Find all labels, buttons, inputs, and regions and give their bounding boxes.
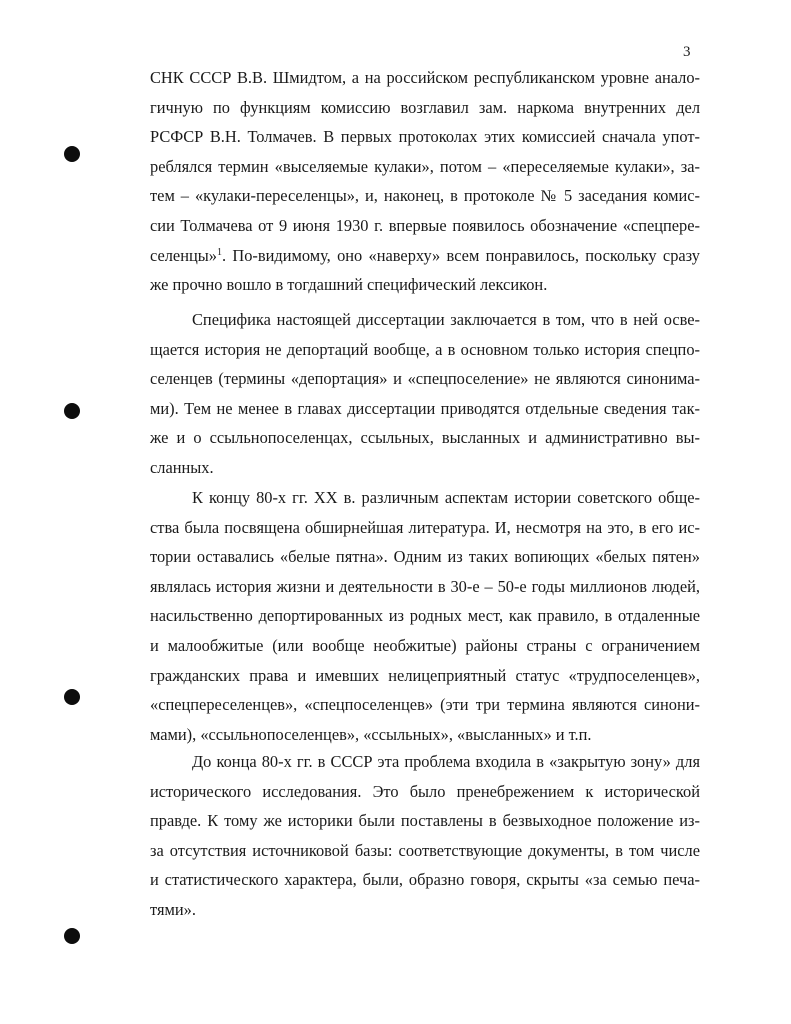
paragraph-4 xyxy=(150,747,700,925)
text-line: исторического исследования. Это было пренебрежением к исторической xyxy=(150,781,700,801)
text-line: реблялся термин «выселяемые кулаки», потом – «переселяемые кулаки», за- xyxy=(150,156,700,176)
text-line: являлась история жизни и деятельности в 30-е – 50-е годы миллионов людей, xyxy=(150,576,700,596)
page-number: 3 xyxy=(683,44,691,60)
text-line: СНК СССР В.В. Шмидтом, а на российском республиканском уровне анало- xyxy=(150,68,700,87)
binder-hole xyxy=(64,403,80,419)
text-line: щается история не депортаций вообще, а в основном только история спецпо- xyxy=(150,339,700,359)
text-line: правде. К тому же историки были поставлены в безвыходное положение из- xyxy=(150,811,700,831)
text-fragment: . По-видимому, оно «наверху» всем понравилось, поскольку сразу xyxy=(221,245,700,265)
text-line: за отсутствия источниковой базы: соответствующие документы, в том числе xyxy=(150,840,700,860)
text-line: тем – «кулаки-переселенцы», и, наконец, в протоколе № 5 заседания комис- xyxy=(150,186,700,206)
text-line: До конца 80-х гг. в СССР эта проблема входила в «закрытую зону» для xyxy=(192,752,700,771)
paragraph-1 xyxy=(150,63,700,300)
text-line: сии Толмачева от 9 июня 1930 г. впервые появилось обозначение «спецпере- xyxy=(150,215,700,235)
text-line: тями». xyxy=(150,899,196,919)
text-line: и малообжитые (или вообще необжитые) районы страны с ограничением xyxy=(150,635,700,655)
text-fragment: селенцы» xyxy=(150,245,217,265)
binder-hole xyxy=(64,689,80,705)
text-line: гичную по функциям комиссию возглавил зам. наркома внутренних дел xyxy=(150,97,700,117)
paragraph-2 xyxy=(150,305,700,483)
text-line: насильственно депортированных из родных мест, как правило, в отдаленные xyxy=(150,606,700,626)
paragraph-3 xyxy=(150,483,700,749)
text-line: тории оставались «белые пятна». Одним из таких вопиющих «белых пятен» xyxy=(150,547,700,567)
text-line: РСФСР В.Н. Толмачев. В первых протоколах этих комиссией сначала упот- xyxy=(150,127,700,147)
text-line: ства была посвящена обширнейшая литература. И, несмотря на это, в его ис- xyxy=(150,517,700,537)
binder-hole xyxy=(64,928,80,944)
text-line: гражданских права и имевших нелицеприятный статус «трудпоселенцев», xyxy=(150,665,700,685)
text-line: же прочно вошло в тогдашний специфический лексикон. xyxy=(150,275,548,295)
text-line: ми). Тем не менее в главах диссертации приводятся отдельные сведения так- xyxy=(150,398,700,418)
text-line: и статистического характера, были, образно говоря, скрыты «за семью печа- xyxy=(150,870,700,890)
text-line: К концу 80-х гг. XX в. различным аспектам истории советского обще- xyxy=(192,488,700,507)
text-line: «спецпереселенцев», «спецпоселенцев» (эти три термина являются синони- xyxy=(150,695,700,715)
text-line: же и о ссыльнопоселенцах, ссыльных, высланных и административно вы- xyxy=(150,428,700,448)
footnote-reference[interactable]: 1 xyxy=(216,246,222,258)
binder-hole xyxy=(64,146,80,162)
text-line: Специфика настоящей диссертации заключается в том, что в ней осве- xyxy=(192,310,700,329)
text-line: мами), «ссыльнопоселенцев», «ссыльных», «высланных» и т.п. xyxy=(150,724,592,744)
text-line: селенцев (термины «депортация» и «спецпоселение» не являются синонима- xyxy=(150,369,700,389)
text-line xyxy=(150,241,700,271)
text-line: сланных. xyxy=(150,457,214,477)
